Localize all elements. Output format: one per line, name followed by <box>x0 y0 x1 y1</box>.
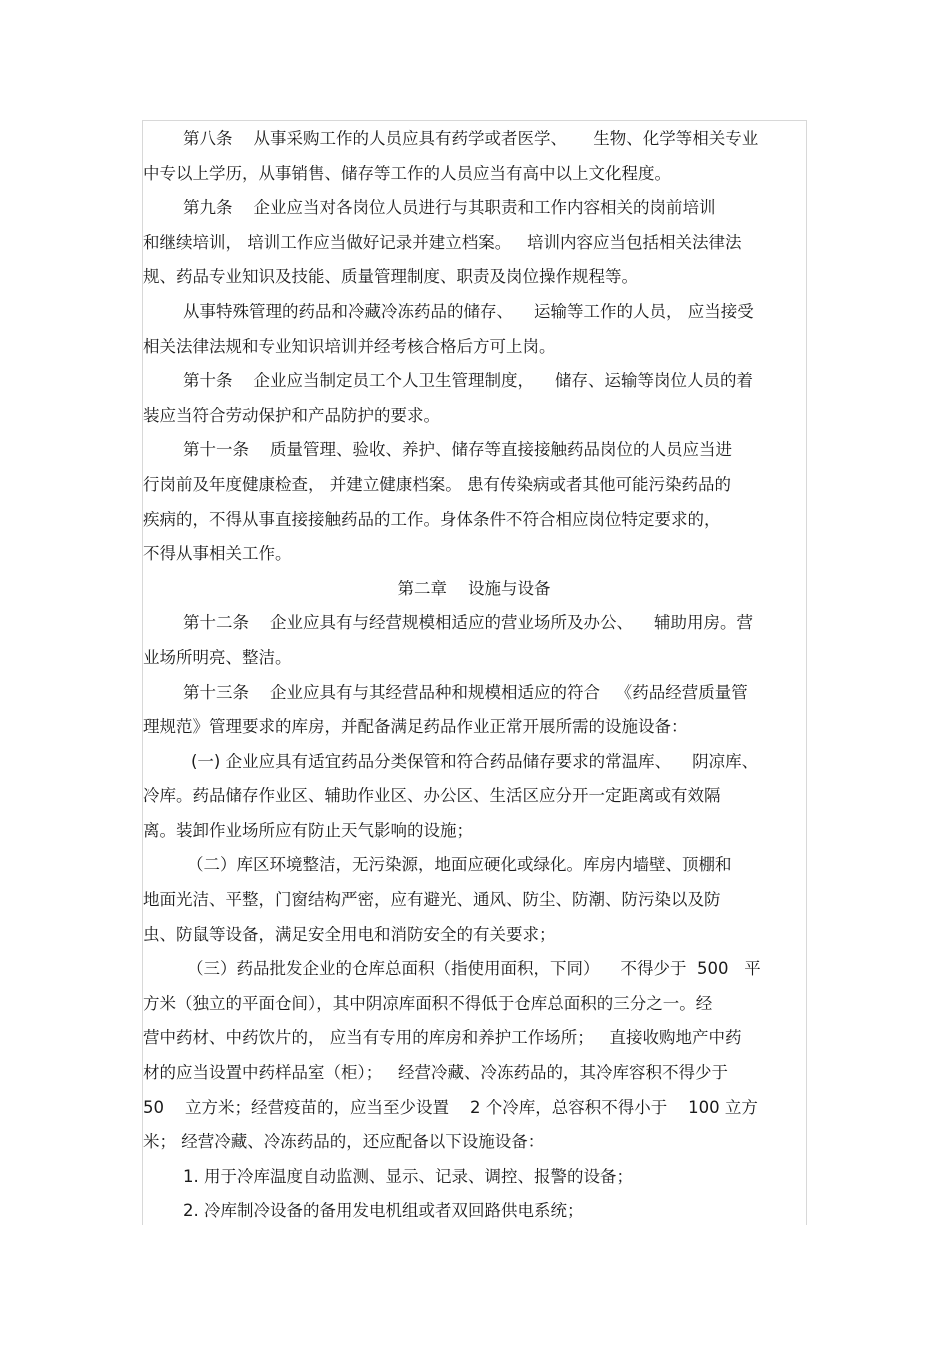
text-line: 冷库。药品储存作业区、辅助作业区、办公区、生活区应分开一定距离或有效隔 <box>143 786 721 806</box>
text-line: 第十二条 企业应具有与经营规模相适应的营业场所及办公、 辅助用房。营 <box>183 613 753 633</box>
text-line: 地面光洁、平整，门窗结构严密，应有避光、通风、防尘、防潮、防污染以及防 <box>143 890 721 910</box>
text-line: (一) 企业应具有适宜药品分类保管和符合药品储存要求的常温库、 阴凉库、 <box>191 751 759 771</box>
text-line: 50 立方米；经营疫苗的，应当至少设置 2 个冷库，总容积不得小于 100 立方 <box>143 1097 758 1117</box>
document-body <box>143 122 805 1229</box>
text-line: 虫、防鼠等设备，满足安全用电和消防安全的有关要求； <box>143 924 556 944</box>
text-line: 行岗前及年度健康检查， 并建立健康档案。 患有传染病或者其他可能污染药品的 <box>143 474 731 494</box>
page-frame-top <box>142 120 807 121</box>
text-line: 相关法律法规和专业知识培训并经考核合格后方可上岗。 <box>143 336 556 356</box>
text-line: 离。装卸作业场所应有防止天气影响的设施； <box>143 820 473 840</box>
text-line: 和继续培训， 培训工作应当做好记录并建立档案。 培训内容应当包括相关法律法 <box>143 232 742 252</box>
text-line: 装应当符合劳动保护和产品防护的要求。 <box>143 405 440 425</box>
text-line: 第十一条 质量管理、验收、养护、储存等直接接触药品岗位的人员应当进 <box>183 440 732 460</box>
text-line: 营中药材、中药饮片的， 应当有专用的库房和养护工作场所； 直接收购地产中药 <box>143 1028 742 1048</box>
text-line: 疾病的，不得从事直接接触药品的工作。身体条件不符合相应岗位特定要求的， <box>143 509 721 529</box>
text-line: 2. 冷库制冷设备的备用发电机组或者双回路供电系统； <box>183 1201 584 1221</box>
text-line: 规、药品专业知识及技能、质量管理制度、职责及岗位操作规程等。 <box>143 267 638 287</box>
text-line: 第十三条 企业应具有与其经营品种和规模相适应的符合 《药品经营质量管 <box>183 682 748 702</box>
text-line: 方米（独立的平面仓间），其中阴凉库面积不得低于仓库总面积的三分之一。经 <box>143 993 713 1013</box>
text-line: 第十条 企业应当制定员工个人卫生管理制度， 储存、运输等岗位人员的着 <box>183 371 753 391</box>
text-line: （三）药品批发企业的仓库总面积（指使用面积，下同） 不得少于 500 平 <box>187 959 761 979</box>
text-line: 理规范》管理要求的库房，并配备满足药品作业正常开展所需的设施设备： <box>143 717 688 737</box>
text-line: 米； 经营冷藏、冷冻药品的，还应配备以下设施设备： <box>143 1132 545 1152</box>
text-line: 中专以上学历，从事销售、储存等工作的人员应当有高中以上文化程度。 <box>143 163 671 183</box>
page-frame-right <box>806 120 807 1225</box>
text-line: 材的应当设置中药样品室（柜）； 经营冷藏、冷冻药品的，其冷库容积不得少于 <box>143 1063 728 1083</box>
text-line: 业场所明亮、整洁。 <box>143 647 292 667</box>
text-line: 从事特殊管理的药品和冷藏冷冻药品的储存、 运输等工作的人员， 应当接受 <box>183 301 754 321</box>
text-line: （二）库区环境整洁，无污染源，地面应硬化或绿化。库房内墙壁、顶棚和 <box>187 855 732 875</box>
text-line: 第九条 企业应当对各岗位人员进行与其职责和工作内容相关的岗前培训 <box>183 198 716 218</box>
text-line: 1. 用于冷库温度自动监测、显示、记录、调控、报警的设备； <box>183 1166 633 1186</box>
text-line: 第八条 从事采购工作的人员应具有药学或者医学、 生物、化学等相关专业 <box>183 129 759 148</box>
text-line: 不得从事相关工作。 <box>143 544 292 564</box>
chapter-heading: 第二章 设施与设备 <box>397 578 551 598</box>
